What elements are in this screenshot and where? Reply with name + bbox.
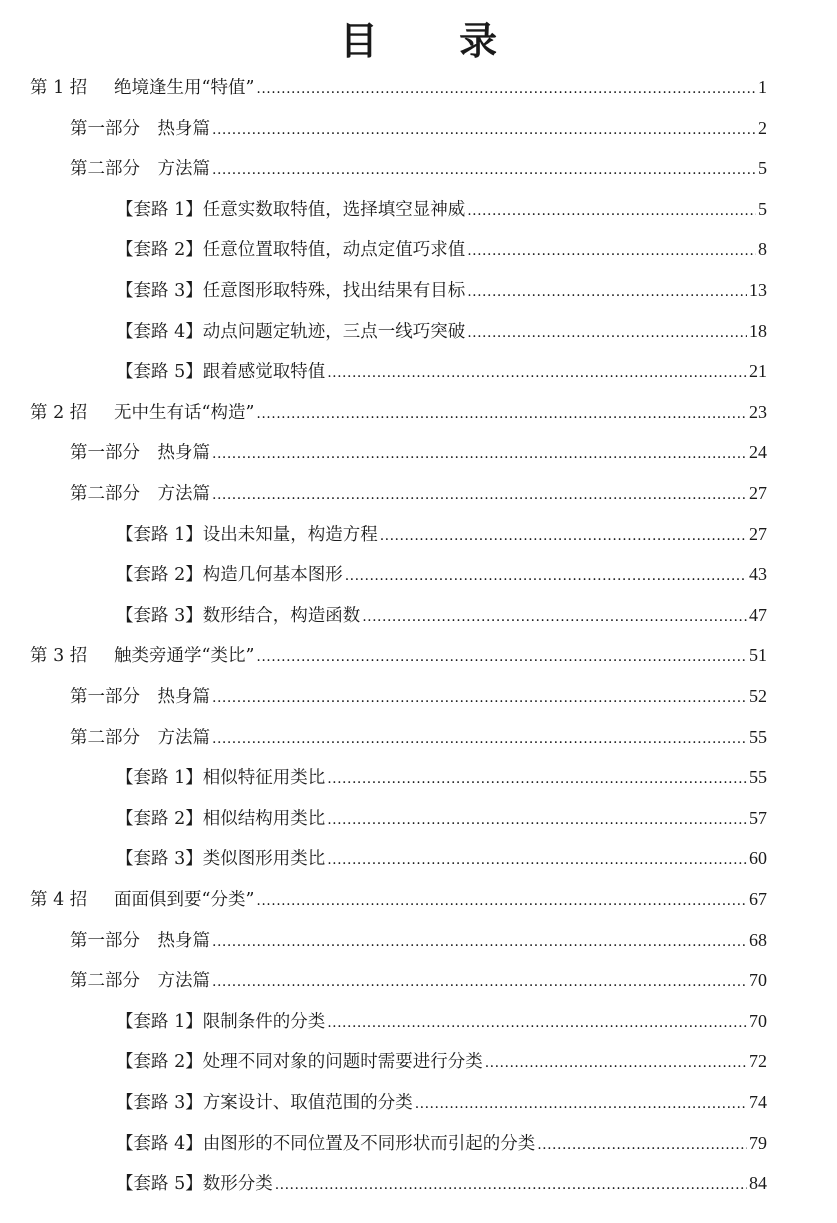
toc-leader-dots [212,690,747,706]
toc-entry-title: 【套路 2】任意位置取特值，动点定值巧求值 [116,240,466,261]
toc-section[interactable] [116,561,767,591]
toc-entry-title: 【套路 2】构造几何基本图形 [116,565,343,586]
toc-leader-dots [485,1055,747,1071]
toc-chapter[interactable] [30,74,767,104]
toc-page-number: 1 [758,77,767,97]
toc-entry-title: 【套路 3】方案设计、取值范围的分类 [116,1093,413,1113]
toc-part[interactable] [70,480,767,510]
toc-entry-title: 第一部分 热身篇 [70,687,210,707]
toc-entry-title: 【套路 1】任意实数取特值，选择填空显神威 [116,199,466,220]
toc-leader-dots [212,446,747,462]
toc-part[interactable] [70,967,767,997]
toc-page-number: 60 [749,848,767,869]
toc-entry-title: 【套路 3】任意图形取特殊，找出结果有目标 [116,281,466,301]
toc-entry-title: 【套路 5】跟着感觉取特值 [116,362,326,383]
toc-entry-title: 第一部分 热身篇 [70,930,210,951]
toc-leader-dots [256,406,747,422]
toc-page-number: 5 [758,158,767,179]
toc-chapter-number: 第 4 招 [30,890,88,910]
toc-section[interactable] [116,318,767,348]
toc-page-number: 13 [749,280,767,300]
toc-page-number: 2 [758,117,767,138]
toc-page-number: 84 [749,1173,767,1194]
toc-part[interactable] [70,115,767,145]
toc-page-number: 68 [749,929,767,950]
toc-page-number: 47 [749,604,767,625]
toc-section[interactable] [116,764,767,794]
toc-section[interactable] [116,845,767,875]
toc-entry-title: 【套路 2】处理不同对象的问题时需要进行分类 [116,1052,483,1073]
toc-page-number: 74 [749,1092,767,1112]
toc-section[interactable] [116,358,767,388]
toc-section[interactable] [116,196,767,226]
toc-section[interactable] [116,1130,767,1160]
toc-chapter-number: 第 2 招 [30,402,88,423]
toc-entry-title: 【套路 4】由图形的不同位置及不同形状而引起的分类 [116,1133,536,1154]
toc-page-number: 55 [749,767,767,788]
toc-section[interactable] [116,1008,767,1038]
toc-entry-title: 绝境逢生用“特值” [114,78,255,98]
toc-entry-title: 第二部分 方法篇 [70,727,210,748]
toc-entry-title: 面面俱到要“分类” [114,890,255,910]
toc-page-number: 27 [749,523,767,544]
toc-page-number: 24 [749,442,767,463]
toc-chapter-number: 第 1 招 [30,78,88,98]
toc-entry-title: 【套路 2】相似结构用类比 [116,808,326,829]
toc-section[interactable] [116,236,767,266]
toc-leader-dots [212,974,747,990]
toc-leader-dots [327,365,747,381]
toc-page-number: 70 [749,970,767,991]
toc-chapter[interactable] [30,886,767,916]
toc-chapter-number: 第 3 招 [30,646,88,667]
toc-page-number: 23 [749,401,767,422]
toc-entry-title: 触类旁通学“类比” [114,646,255,667]
toc-page-number: 51 [749,645,767,666]
toc-page-number: 18 [749,320,767,341]
toc-entry-title: 第一部分 热身篇 [70,118,210,139]
toc-entry-title: 【套路 1】相似特征用类比 [116,768,326,789]
toc-entry-title: 第一部分 热身篇 [70,443,210,464]
toc-section[interactable] [116,1170,767,1200]
toc-leader-dots [467,243,756,259]
toc-entry-title: 【套路 5】数形分类 [116,1174,273,1195]
toc-leader-dots [327,852,747,868]
toc-page-number: 8 [758,239,767,260]
toc-page-number: 70 [749,1010,767,1031]
toc-leader-dots [327,812,747,828]
toc-part[interactable] [70,155,767,185]
toc-leader-dots [467,284,747,300]
toc-entry-title: 【套路 1】设出未知量，构造方程 [116,524,378,545]
toc-section[interactable] [116,1089,767,1119]
toc-leader-dots [345,568,747,584]
toc-leader-dots [212,731,747,747]
toc-page-number: 21 [749,361,767,382]
toc-entry-title: 无中生有话“构造” [114,402,255,423]
toc-leader-dots [467,203,756,219]
toc-page-number: 67 [749,889,767,909]
toc-entry-title: 【套路 1】限制条件的分类 [116,1011,326,1032]
toc-leader-dots [327,1015,747,1031]
toc-leader-dots [362,609,747,625]
toc-page-number: 43 [749,564,767,585]
page-title: 目 录 [339,18,532,63]
toc-page-number: 27 [749,483,767,503]
toc-entry-title: 【套路 3】数形结合，构造函数 [116,605,361,626]
toc-chapter[interactable] [30,399,767,429]
toc-section[interactable] [116,277,767,307]
toc-entry-title: 第二部分 方法篇 [70,159,210,180]
toc-section[interactable] [116,602,767,632]
toc-leader-dots [256,649,747,665]
toc-page-number: 72 [749,1051,767,1072]
toc-leader-dots [380,528,747,544]
toc-section[interactable] [116,1048,767,1078]
toc-leader-dots [415,1096,747,1112]
toc-leader-dots [537,1137,747,1153]
toc-page-number: 57 [749,807,767,828]
toc-leader-dots [212,162,756,178]
toc-section[interactable] [116,805,767,835]
toc-part[interactable] [70,927,767,957]
toc-leader-dots [256,81,756,97]
toc-leader-dots [275,1177,747,1193]
toc-part[interactable] [70,683,767,713]
toc-leader-dots [212,122,756,138]
toc-leader-dots [256,893,747,909]
toc-entry-title: 【套路 3】类似图形用类比 [116,849,326,870]
toc-page-number: 55 [749,726,767,747]
toc-section[interactable] [116,521,767,551]
toc-part[interactable] [70,724,767,754]
toc-leader-dots [212,487,747,503]
toc-leader-dots [212,934,747,950]
toc-part[interactable] [70,439,767,469]
toc-leader-dots [327,771,747,787]
toc-page-number: 5 [758,198,767,219]
toc-entry-title: 第二部分 方法篇 [70,484,210,504]
toc-entry-title: 【套路 4】动点问题定轨迹，三点一线巧突破 [116,321,466,342]
toc-leader-dots [467,325,747,341]
toc-page-number: 52 [749,686,767,706]
toc-entry-title: 第二部分 方法篇 [70,971,210,992]
toc-page-number: 79 [749,1132,767,1153]
toc-chapter[interactable] [30,642,767,672]
